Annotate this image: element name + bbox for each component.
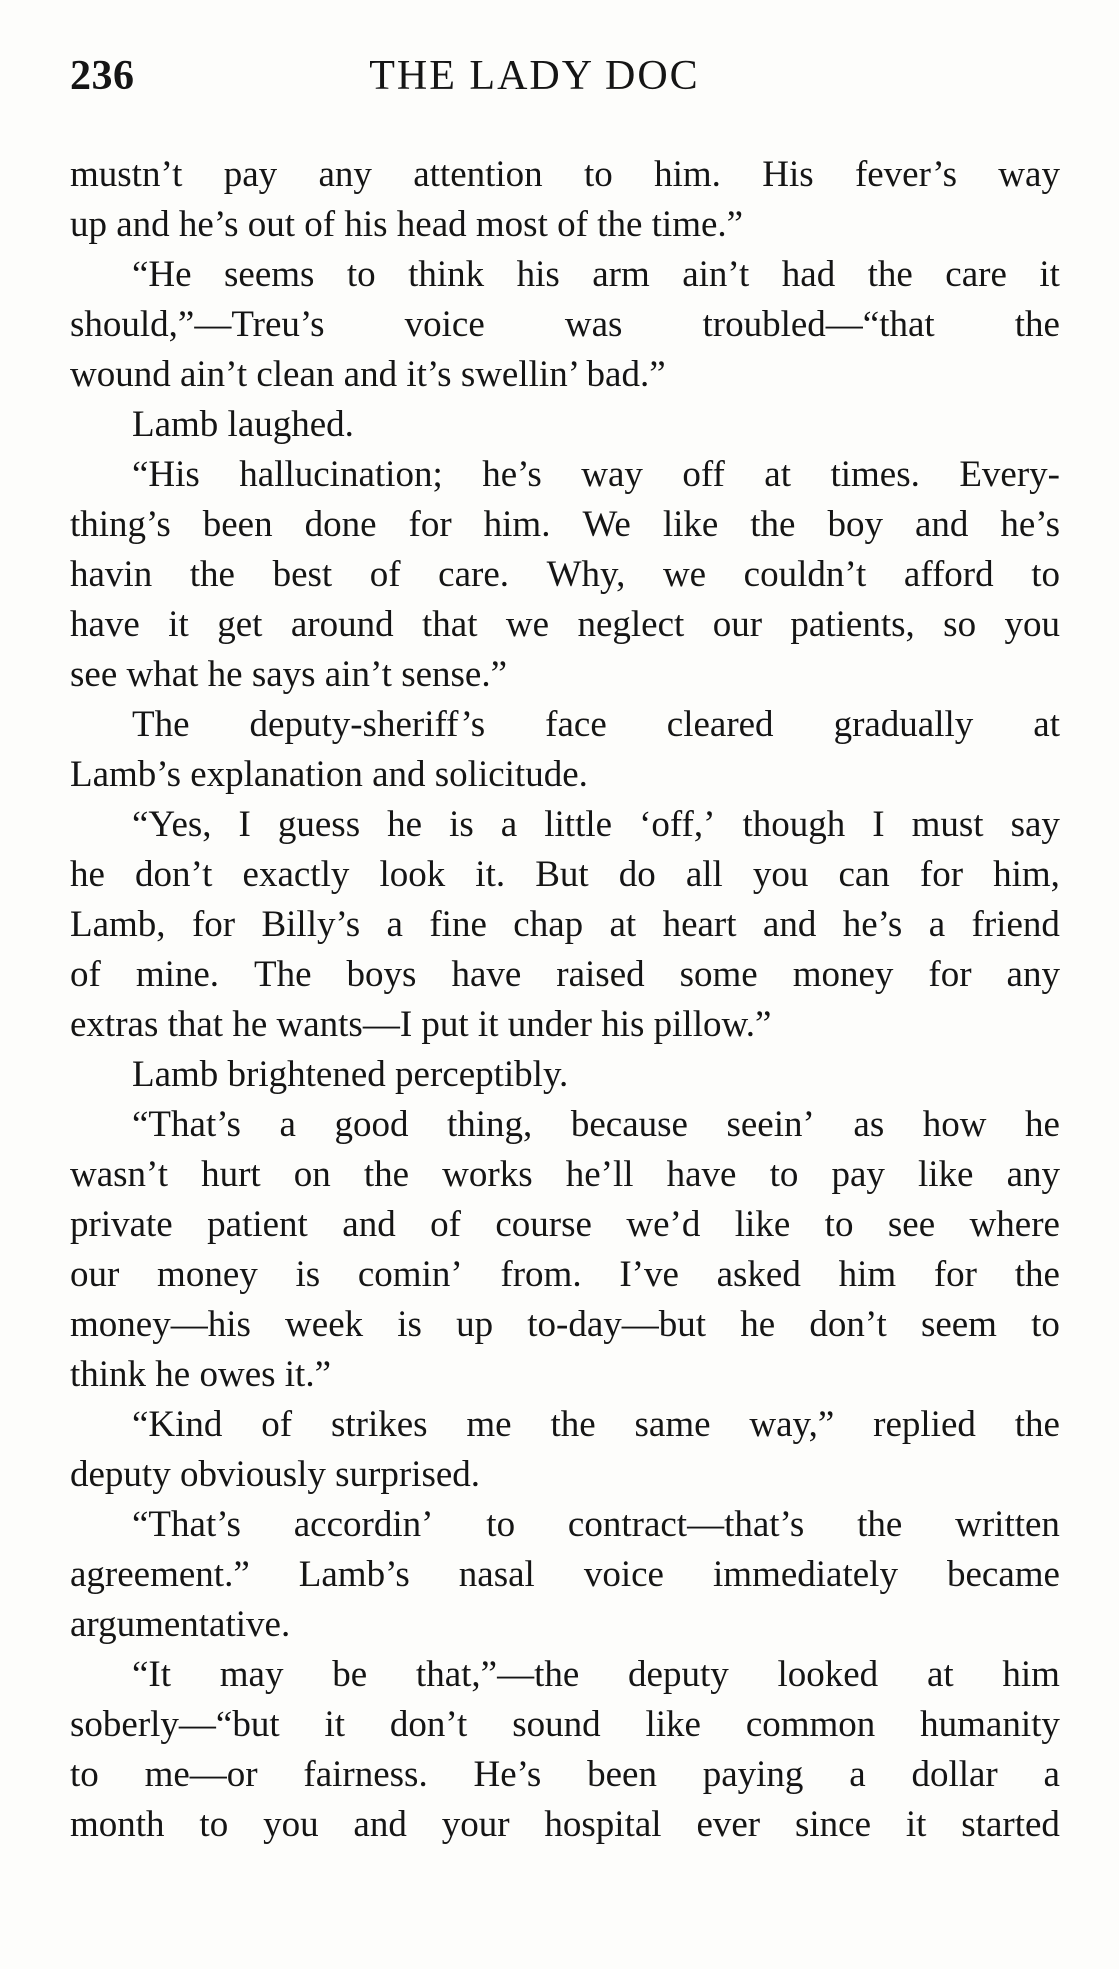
word: and bbox=[342, 1204, 396, 1245]
word: same bbox=[634, 1404, 711, 1445]
word: been bbox=[202, 504, 273, 545]
word: way bbox=[581, 454, 643, 495]
word: a bbox=[500, 804, 518, 845]
word: like bbox=[645, 1704, 701, 1745]
word: you bbox=[752, 854, 809, 895]
body-text bbox=[70, 150, 1060, 1850]
word: all bbox=[685, 854, 723, 895]
word: look bbox=[379, 854, 446, 895]
word: at bbox=[1033, 704, 1060, 745]
word: friend bbox=[971, 904, 1060, 945]
word: our bbox=[70, 1254, 120, 1295]
word: hallucination; bbox=[239, 454, 443, 495]
word: humanity bbox=[920, 1704, 1060, 1745]
word: written bbox=[955, 1504, 1060, 1545]
word: it bbox=[905, 1804, 927, 1845]
word: ever bbox=[696, 1804, 761, 1845]
word: had bbox=[781, 254, 836, 295]
word: gradually bbox=[833, 704, 974, 745]
text-line bbox=[70, 1200, 1060, 1250]
word: any bbox=[318, 154, 372, 195]
word: his bbox=[516, 254, 560, 295]
word: we bbox=[505, 604, 550, 645]
word: since bbox=[794, 1804, 871, 1845]
word: you bbox=[263, 1804, 319, 1845]
word: “That’s bbox=[132, 1104, 241, 1145]
word: he’s bbox=[482, 454, 542, 495]
text-line bbox=[70, 700, 1060, 750]
word: to bbox=[1031, 1304, 1060, 1345]
word: care. bbox=[438, 554, 509, 595]
word: he bbox=[740, 1304, 776, 1345]
text-line bbox=[70, 800, 1060, 850]
word: Lamb’s bbox=[298, 1554, 410, 1595]
word: The bbox=[132, 704, 190, 745]
word: don’t bbox=[809, 1304, 887, 1345]
word: I bbox=[238, 804, 251, 845]
text-line bbox=[70, 850, 1060, 900]
word: for bbox=[408, 504, 452, 545]
word: mustn’t bbox=[70, 154, 183, 195]
text-line: wound ain’t clean and it’s swellin’ bad.” bbox=[70, 354, 666, 395]
text-line bbox=[70, 500, 1060, 550]
word: see bbox=[887, 1204, 936, 1245]
word: ‘off,’ bbox=[639, 804, 716, 845]
word: it bbox=[168, 604, 189, 645]
word: because bbox=[570, 1104, 688, 1145]
word: I bbox=[872, 804, 885, 845]
word: up bbox=[456, 1304, 494, 1345]
word: me bbox=[466, 1404, 512, 1445]
word: strikes bbox=[330, 1404, 428, 1445]
word: he’s bbox=[1000, 504, 1060, 545]
word: seem bbox=[920, 1304, 997, 1345]
page-number: 236 bbox=[70, 53, 135, 99]
word: to bbox=[70, 1754, 99, 1795]
word: he bbox=[1025, 1104, 1060, 1145]
word: off bbox=[682, 454, 725, 495]
word: and bbox=[914, 504, 969, 545]
word: ain’t bbox=[682, 254, 750, 295]
word: sound bbox=[512, 1704, 601, 1745]
word: immediately bbox=[713, 1554, 898, 1595]
text-line bbox=[70, 1400, 1060, 1450]
word: the bbox=[363, 1154, 410, 1195]
word: to bbox=[584, 154, 613, 195]
word: deputy bbox=[628, 1654, 729, 1695]
page-header bbox=[70, 52, 1059, 112]
word: became bbox=[947, 1554, 1060, 1595]
word: was bbox=[564, 304, 623, 345]
word: Lamb, bbox=[70, 904, 166, 945]
word: “He bbox=[132, 254, 192, 295]
text-line: Lamb laughed. bbox=[132, 404, 354, 445]
word: “Kind bbox=[132, 1404, 223, 1445]
word: replied bbox=[873, 1404, 976, 1445]
word: care bbox=[945, 254, 1007, 295]
word: you bbox=[1004, 604, 1060, 645]
word: him. bbox=[654, 154, 721, 195]
word: and bbox=[762, 904, 817, 945]
text-line bbox=[70, 1500, 1060, 1550]
word: soberly—“but bbox=[70, 1704, 280, 1745]
word: have bbox=[666, 1154, 737, 1195]
word: His bbox=[762, 154, 814, 195]
word: the bbox=[867, 254, 913, 295]
word: to-day—but bbox=[527, 1304, 707, 1345]
word: any bbox=[1006, 954, 1060, 995]
word: don’t bbox=[389, 1704, 468, 1745]
word: a bbox=[279, 1104, 296, 1145]
word: and bbox=[353, 1804, 407, 1845]
text-line: see what he says ain’t sense.” bbox=[70, 654, 508, 695]
word: best bbox=[272, 554, 333, 595]
word: of bbox=[261, 1404, 293, 1445]
word: he bbox=[387, 804, 423, 845]
word: may bbox=[219, 1654, 284, 1695]
word: for bbox=[191, 904, 236, 945]
word: started bbox=[961, 1804, 1060, 1845]
word: around bbox=[290, 604, 394, 645]
word: times. bbox=[830, 454, 920, 495]
word: thing, bbox=[446, 1104, 533, 1145]
word: at bbox=[926, 1654, 954, 1695]
word: him bbox=[1002, 1654, 1060, 1695]
text-line bbox=[70, 300, 1060, 350]
word: say bbox=[1010, 804, 1060, 845]
word: week bbox=[285, 1304, 364, 1345]
word: troubled—“that bbox=[702, 304, 935, 345]
word: attention bbox=[413, 154, 543, 195]
text-line: extras that he wants—I put it under his pillow.” bbox=[70, 1004, 772, 1045]
text-line bbox=[70, 1150, 1060, 1200]
text-line bbox=[70, 1800, 1060, 1850]
word: at bbox=[764, 454, 791, 495]
word: private bbox=[70, 1204, 173, 1245]
word: to bbox=[824, 1204, 854, 1245]
word: can bbox=[838, 854, 890, 895]
word: arm bbox=[592, 254, 650, 295]
word: wasn’t bbox=[70, 1154, 168, 1195]
word: pay bbox=[223, 154, 278, 195]
word: a bbox=[849, 1754, 866, 1795]
word: paying bbox=[702, 1754, 804, 1795]
word: so bbox=[943, 604, 977, 645]
text-line bbox=[70, 1100, 1060, 1150]
word: him, bbox=[993, 854, 1060, 895]
word: dollar bbox=[911, 1754, 998, 1795]
text-line bbox=[70, 450, 1060, 500]
text-line bbox=[70, 1750, 1060, 1800]
word: “His bbox=[132, 454, 200, 495]
word: we’d bbox=[626, 1204, 701, 1245]
word: The bbox=[254, 954, 312, 995]
word: he’ll bbox=[565, 1154, 634, 1195]
word: your bbox=[441, 1804, 510, 1845]
word: think bbox=[408, 254, 485, 295]
word: accordin’ bbox=[293, 1504, 434, 1545]
word: seems bbox=[224, 254, 315, 295]
word: fine bbox=[429, 904, 487, 945]
word: nasal bbox=[458, 1554, 535, 1595]
word: guess bbox=[277, 804, 361, 845]
word: like bbox=[734, 1204, 791, 1245]
word: fever’s bbox=[854, 154, 957, 195]
text-line bbox=[70, 900, 1060, 950]
word: me—or bbox=[144, 1754, 258, 1795]
word: have bbox=[451, 954, 522, 995]
word: hurt bbox=[201, 1154, 261, 1195]
word: don’t bbox=[135, 854, 213, 895]
word: on bbox=[293, 1154, 331, 1195]
word: to bbox=[769, 1154, 799, 1195]
text-line bbox=[70, 1650, 1060, 1700]
word: where bbox=[969, 1204, 1060, 1245]
word: “That’s bbox=[132, 1504, 241, 1545]
word: common bbox=[745, 1704, 876, 1745]
word: been bbox=[587, 1754, 657, 1795]
word: Why, bbox=[546, 554, 626, 595]
word: fairness. bbox=[303, 1754, 428, 1795]
text-line bbox=[70, 250, 1060, 300]
word: We bbox=[582, 504, 631, 545]
word: voice bbox=[404, 304, 485, 345]
word: for bbox=[928, 954, 972, 995]
word: done bbox=[304, 504, 377, 545]
text-line bbox=[70, 150, 1060, 200]
text-line: deputy obviously surprised. bbox=[70, 1454, 481, 1495]
word: thing’s bbox=[70, 504, 171, 545]
word: the bbox=[750, 504, 796, 545]
text-line bbox=[70, 1700, 1060, 1750]
word: I’ve bbox=[619, 1254, 679, 1295]
word: agreement.” bbox=[70, 1554, 250, 1595]
word: of bbox=[369, 554, 401, 595]
word: course bbox=[495, 1204, 592, 1245]
word: to bbox=[1031, 554, 1060, 595]
word: the bbox=[1014, 1254, 1060, 1295]
word: asked bbox=[716, 1254, 801, 1295]
word: boy bbox=[827, 504, 883, 545]
word: raised bbox=[556, 954, 645, 995]
word: pay bbox=[831, 1154, 885, 1195]
word: mine. bbox=[135, 954, 220, 995]
word: be bbox=[332, 1654, 368, 1695]
word: it bbox=[1039, 254, 1060, 295]
word: good bbox=[334, 1104, 409, 1145]
text-line: Lamb’s explanation and solicitude. bbox=[70, 754, 588, 795]
word: exactly bbox=[242, 854, 350, 895]
word: to bbox=[486, 1504, 516, 1545]
word: way bbox=[998, 154, 1060, 195]
word: though bbox=[742, 804, 846, 845]
word: way,” bbox=[749, 1404, 835, 1445]
word: a bbox=[928, 904, 946, 945]
word: couldn’t bbox=[743, 554, 867, 595]
word: from. bbox=[500, 1254, 582, 1295]
word: we bbox=[662, 554, 707, 595]
word: as bbox=[853, 1104, 885, 1145]
word: Billy’s bbox=[261, 904, 361, 945]
word: comin’ bbox=[357, 1254, 463, 1295]
word: “Yes, bbox=[132, 804, 212, 845]
word: our bbox=[712, 604, 763, 645]
word: is bbox=[295, 1254, 321, 1295]
word: for bbox=[933, 1254, 978, 1295]
word: neglect bbox=[577, 604, 685, 645]
word: any bbox=[1006, 1154, 1060, 1195]
word: voice bbox=[583, 1554, 664, 1595]
text-line bbox=[70, 1550, 1060, 1600]
word: some bbox=[679, 954, 758, 995]
word: of bbox=[430, 1204, 461, 1245]
word: little bbox=[544, 804, 613, 845]
word: But bbox=[535, 854, 589, 895]
word: like bbox=[917, 1154, 974, 1195]
text-line bbox=[70, 1250, 1060, 1300]
word: how bbox=[922, 1104, 987, 1145]
running-title: THE LADY DOC bbox=[369, 53, 700, 99]
text-line: argumentative. bbox=[70, 1604, 291, 1645]
word: it. bbox=[475, 854, 506, 895]
text-line bbox=[70, 1300, 1060, 1350]
word: heart bbox=[662, 904, 737, 945]
word: to bbox=[346, 254, 376, 295]
word: that bbox=[422, 604, 478, 645]
text-line: up and he’s out of his head most of the time.” bbox=[70, 204, 744, 245]
text-line bbox=[70, 950, 1060, 1000]
word: he’s bbox=[842, 904, 903, 945]
word: get bbox=[217, 604, 263, 645]
word: chap bbox=[513, 904, 584, 945]
word: should,”—Treu’s bbox=[70, 304, 325, 345]
word: patients, bbox=[790, 604, 915, 645]
text-line bbox=[70, 600, 1060, 650]
word: contract—that’s bbox=[567, 1504, 805, 1545]
word: looked bbox=[777, 1654, 879, 1695]
word: boys bbox=[346, 954, 417, 995]
word: havin bbox=[70, 554, 153, 595]
word: is bbox=[449, 804, 474, 845]
word: the bbox=[1014, 1404, 1060, 1445]
word: works bbox=[442, 1154, 533, 1195]
word: like bbox=[662, 504, 719, 545]
word: seein’ bbox=[726, 1104, 815, 1145]
word: is bbox=[397, 1304, 422, 1345]
word: deputy-sheriff’s bbox=[249, 704, 486, 745]
text-line: think he owes it.” bbox=[70, 1354, 332, 1395]
word: him bbox=[838, 1254, 897, 1295]
word: at bbox=[609, 904, 637, 945]
word: that,”—the bbox=[415, 1654, 580, 1695]
word: money bbox=[792, 954, 894, 995]
word: the bbox=[550, 1404, 596, 1445]
word: it bbox=[324, 1704, 346, 1745]
word: him. bbox=[483, 504, 551, 545]
word: month bbox=[70, 1804, 165, 1845]
word: must bbox=[911, 804, 984, 845]
word: have bbox=[70, 604, 140, 645]
word: the bbox=[857, 1504, 903, 1545]
word: of bbox=[70, 954, 101, 995]
word: hospital bbox=[544, 1804, 662, 1845]
word: cleared bbox=[666, 704, 774, 745]
text-line: Lamb brightened perceptibly. bbox=[132, 1054, 569, 1095]
word: afford bbox=[903, 554, 994, 595]
word: the bbox=[189, 554, 235, 595]
word: face bbox=[545, 704, 607, 745]
word: Every- bbox=[959, 454, 1060, 495]
word: money bbox=[157, 1254, 258, 1295]
word: to bbox=[199, 1804, 229, 1845]
word: a bbox=[1043, 1754, 1060, 1795]
word: for bbox=[919, 854, 964, 895]
word: the bbox=[1014, 304, 1060, 345]
word: a bbox=[386, 904, 403, 945]
word: “It bbox=[132, 1654, 172, 1695]
word: money—his bbox=[70, 1304, 251, 1345]
text-line bbox=[70, 550, 1060, 600]
word: do bbox=[618, 854, 656, 895]
word: patient bbox=[207, 1204, 308, 1245]
word: He’s bbox=[473, 1754, 542, 1795]
word: he bbox=[70, 854, 105, 895]
